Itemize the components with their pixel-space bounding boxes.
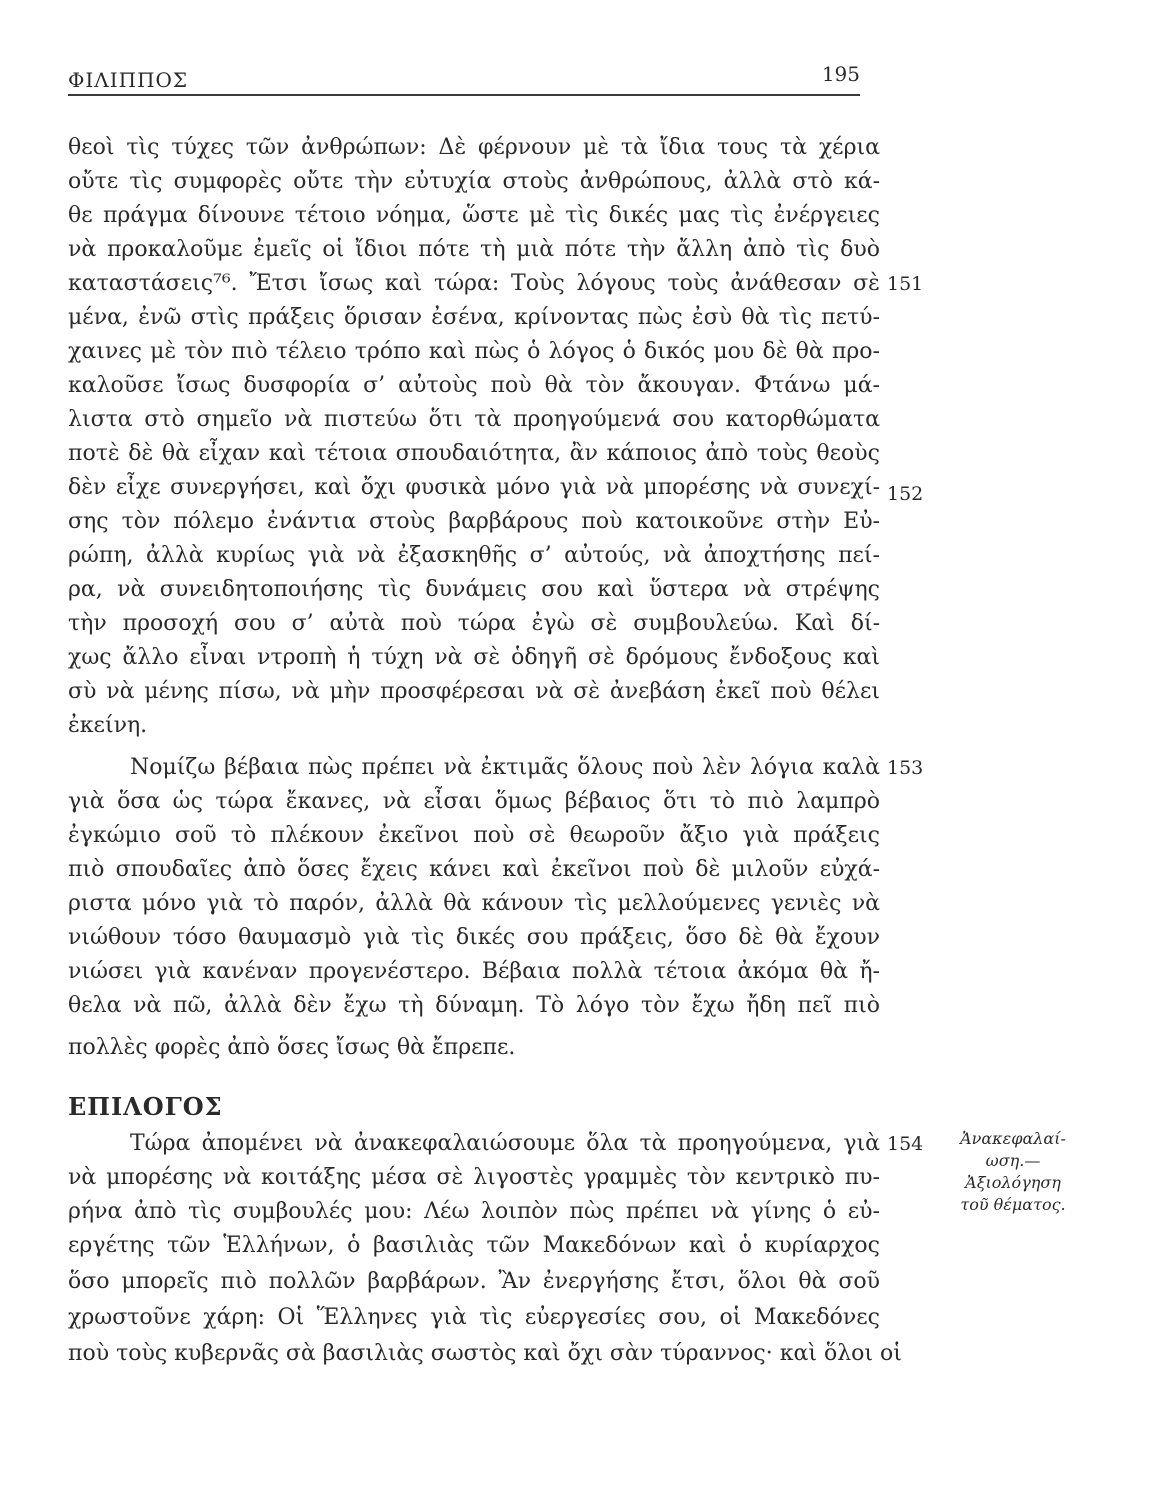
margin-side-note xyxy=(933,1128,1093,1216)
text-line: ποὺ τοὺς κυβερνᾶς σὰ βασιλιὰς σωστὸς καὶ ὄχι σὰν τύραννος· καὶ ὅλοι οἱ xyxy=(68,1341,902,1366)
text-line: γιὰ ὅσα ὡς τώρα ἔκανες, νὰ εἶσαι ὅμως βέβαιος ὅτι τὸ πιὸ λαμπρὸ xyxy=(68,789,880,814)
side-note-line: Ἀξιολόγηση xyxy=(965,1173,1061,1192)
text-line: θεοὶ τὶς τύχες τῶν ἀνθρώπων: Δὲ φέρνουν μὲ τὰ ἴδια τους τὰ χέρια xyxy=(68,135,880,160)
text-line: καλοῦσε ἴσως δυσφορία σ’ αὐτοὺς ποὺ θὰ τὸν ἄκουγαν. Φτάνω μά- xyxy=(68,373,880,398)
page-number: 195 xyxy=(821,62,860,86)
text-line: χαινες μὲ τὸν πιὸ τέλειο τρόπο καὶ πὼς ὁ λόγος ὁ δικός μου δὲ θὰ προ- xyxy=(68,339,880,364)
text-line: οὔτε τὶς συμφορὲς οὔτε τὴν εὐτυχία στοὺς ἀνθρώπους, ἀλλὰ στὸ κά- xyxy=(68,169,880,194)
text-line: ἐγκώμιο σοῦ τὸ πλέκουν ἐκεῖνοι ποὺ σὲ θεωροῦν ἄξιο γιὰ πράξεις xyxy=(68,823,880,848)
text-line: χρωστοῦνε χάρη: Οἱ Ἕλληνες γιὰ τὶς εὐεργεσίες σου, οἱ Μακεδόνες xyxy=(68,1305,880,1330)
text-line: λιστα στὸ σημεῖο νὰ πιστεύω ὅτι τὰ προηγούμενά σου κατορθώματα xyxy=(68,407,880,432)
text-line: ἐκείνη. xyxy=(68,713,148,738)
text-line: Νομίζω βέβαια πὼς πρέπει νὰ ἐκτιμᾶς ὅλους ποὺ λὲν λόγια καλὰ xyxy=(130,755,880,780)
text-line: δὲν εἶχε συνεργήσει, καὶ ὄχι φυσικὰ μόνο γιὰ νὰ μπορέσης νὰ συνεχί- xyxy=(68,475,880,500)
text-line: χως ἄλλο εἶναι ντροπὴ ἡ τύχη νὰ σὲ ὁδηγῆ σὲ δρόμους ἔνδοξους καὶ xyxy=(68,645,880,670)
section-heading: ΕΠΙΛΟΓΟΣ xyxy=(68,1092,223,1121)
text-line: ὅσο μπορεῖς πιὸ πολλῶν βαρβάρων. Ἂν ἐνεργήσης ἔτσι, ὅλοι θὰ σοῦ xyxy=(68,1269,880,1294)
text-line: μένα, ἐνῶ στὶς πράξεις ὅρισαν ἐσένα, κρίνοντας πὼς ἐσὺ θὰ τὶς πετύ- xyxy=(68,305,880,330)
text-line: σὺ νὰ μένης πίσω, νὰ μὴν προσφέρεσαι νὰ σὲ ἀνεβάση ἐκεῖ ποὺ θέλει xyxy=(68,679,880,704)
side-note-line: τοῦ θέματος. xyxy=(960,1195,1066,1214)
margin-number: 152 xyxy=(887,483,924,505)
text-line: τὴν προσοχή σου σ’ αὐτὰ ποὺ τώρα ἐγὼ σὲ συμβουλεύω. Καὶ δί- xyxy=(68,611,880,636)
text-line: πιὸ σπουδαῖες ἀπὸ ὅσες ἔχεις κάνει καὶ ἐκεῖνοι ποὺ δὲ μιλοῦν εὐχά- xyxy=(68,857,880,882)
text-line: ρώπη, ἀλλὰ κυρίως γιὰ νὰ ἐξασκηθῆς σ’ αὐτούς, νὰ ἀποχτήσης πεί- xyxy=(68,543,880,568)
text-line: ρήνα ἀπὸ τὶς συμβουλές μου: Λέω λοιπὸν πὼς πρέπει νὰ γίνης ὁ εὐ- xyxy=(68,1199,880,1224)
text-line: ρα, νὰ συνειδητοποιήσης τὶς δυνάμεις σου καὶ ὕστερα νὰ στρέψης xyxy=(68,577,880,602)
margin-number: 154 xyxy=(887,1133,924,1155)
text-line: νὰ προκαλοῦμε ἐμεῖς οἱ ἴδιοι πότε τὴ μιὰ πότε τὴν ἄλλη ἀπὸ τὶς δυὸ xyxy=(68,237,880,262)
margin-number: 151 xyxy=(887,273,924,295)
text-line: πολλὲς φορὲς ἀπὸ ὅσες ἴσως θὰ ἔπρεπε. xyxy=(68,1035,516,1060)
text-line: Τώρα ἀπομένει νὰ ἀνακεφαλαιώσουμε ὅλα τὰ προηγούμενα, γιὰ xyxy=(130,1131,880,1156)
text-line: εργέτης τῶν Ἑλλήνων, ὁ βασιλιὰς τῶν Μακεδόνων καὶ ὁ κυρίαρχος xyxy=(68,1233,880,1258)
text-line: νὰ μπορέσης νὰ κοιτάξης μέσα σὲ λιγοστὲς γραμμὲς τὸν κεντρικὸ πυ- xyxy=(68,1165,880,1190)
text-line: καταστάσεις⁷⁶. Ἔτσι ἴσως καὶ τώρα: Τοὺς λόγους τοὺς ἀνάθεσαν σὲ xyxy=(68,271,880,296)
running-head: ΦΙΛΙΠΠΟΣ xyxy=(68,68,189,92)
text-line: νιώθουν τόσο θαυμασμὸ γιὰ τὶς δικές σου πράξεις, ὅσο δὲ θὰ ἔχουν xyxy=(68,925,880,950)
margin-number: 153 xyxy=(887,757,924,779)
side-note-line: ωση.— xyxy=(985,1151,1041,1170)
text-line: θε πράγμα δίνουνε τέτοιο νόημα, ὥστε μὲ τὶς δικές μας τὶς ἐνέργειες xyxy=(68,203,880,228)
text-line: ριστα μόνο γιὰ τὸ παρόν, ἀλλὰ θὰ κάνουν τὶς μελλούμενες γενιὲς νὰ xyxy=(68,891,880,916)
text-line: θελα νὰ πῶ, ἀλλὰ δὲν ἔχω τὴ δύναμη. Τὸ λόγο τὸν ἔχω ἤδη πεῖ πιὸ xyxy=(68,993,880,1018)
text-line: ποτὲ δὲ θὰ εἶχαν καὶ τέτοια σπουδαιότητα, ἂν κάποιος ἀπὸ τοὺς θεοὺς xyxy=(68,441,880,466)
text-line: νιώσει γιὰ κανέναν προγενέστερο. Βέβαια πολλὰ τέτοια ἀκόμα θὰ ἤ- xyxy=(68,959,880,984)
side-note-line: Ἀνακεφαλαί- xyxy=(960,1129,1066,1148)
text-line: σης τὸν πόλεμο ἐνάντια στοὺς βαρβάρους ποὺ κατοικοῦνε στὴν Εὐ- xyxy=(68,509,880,534)
